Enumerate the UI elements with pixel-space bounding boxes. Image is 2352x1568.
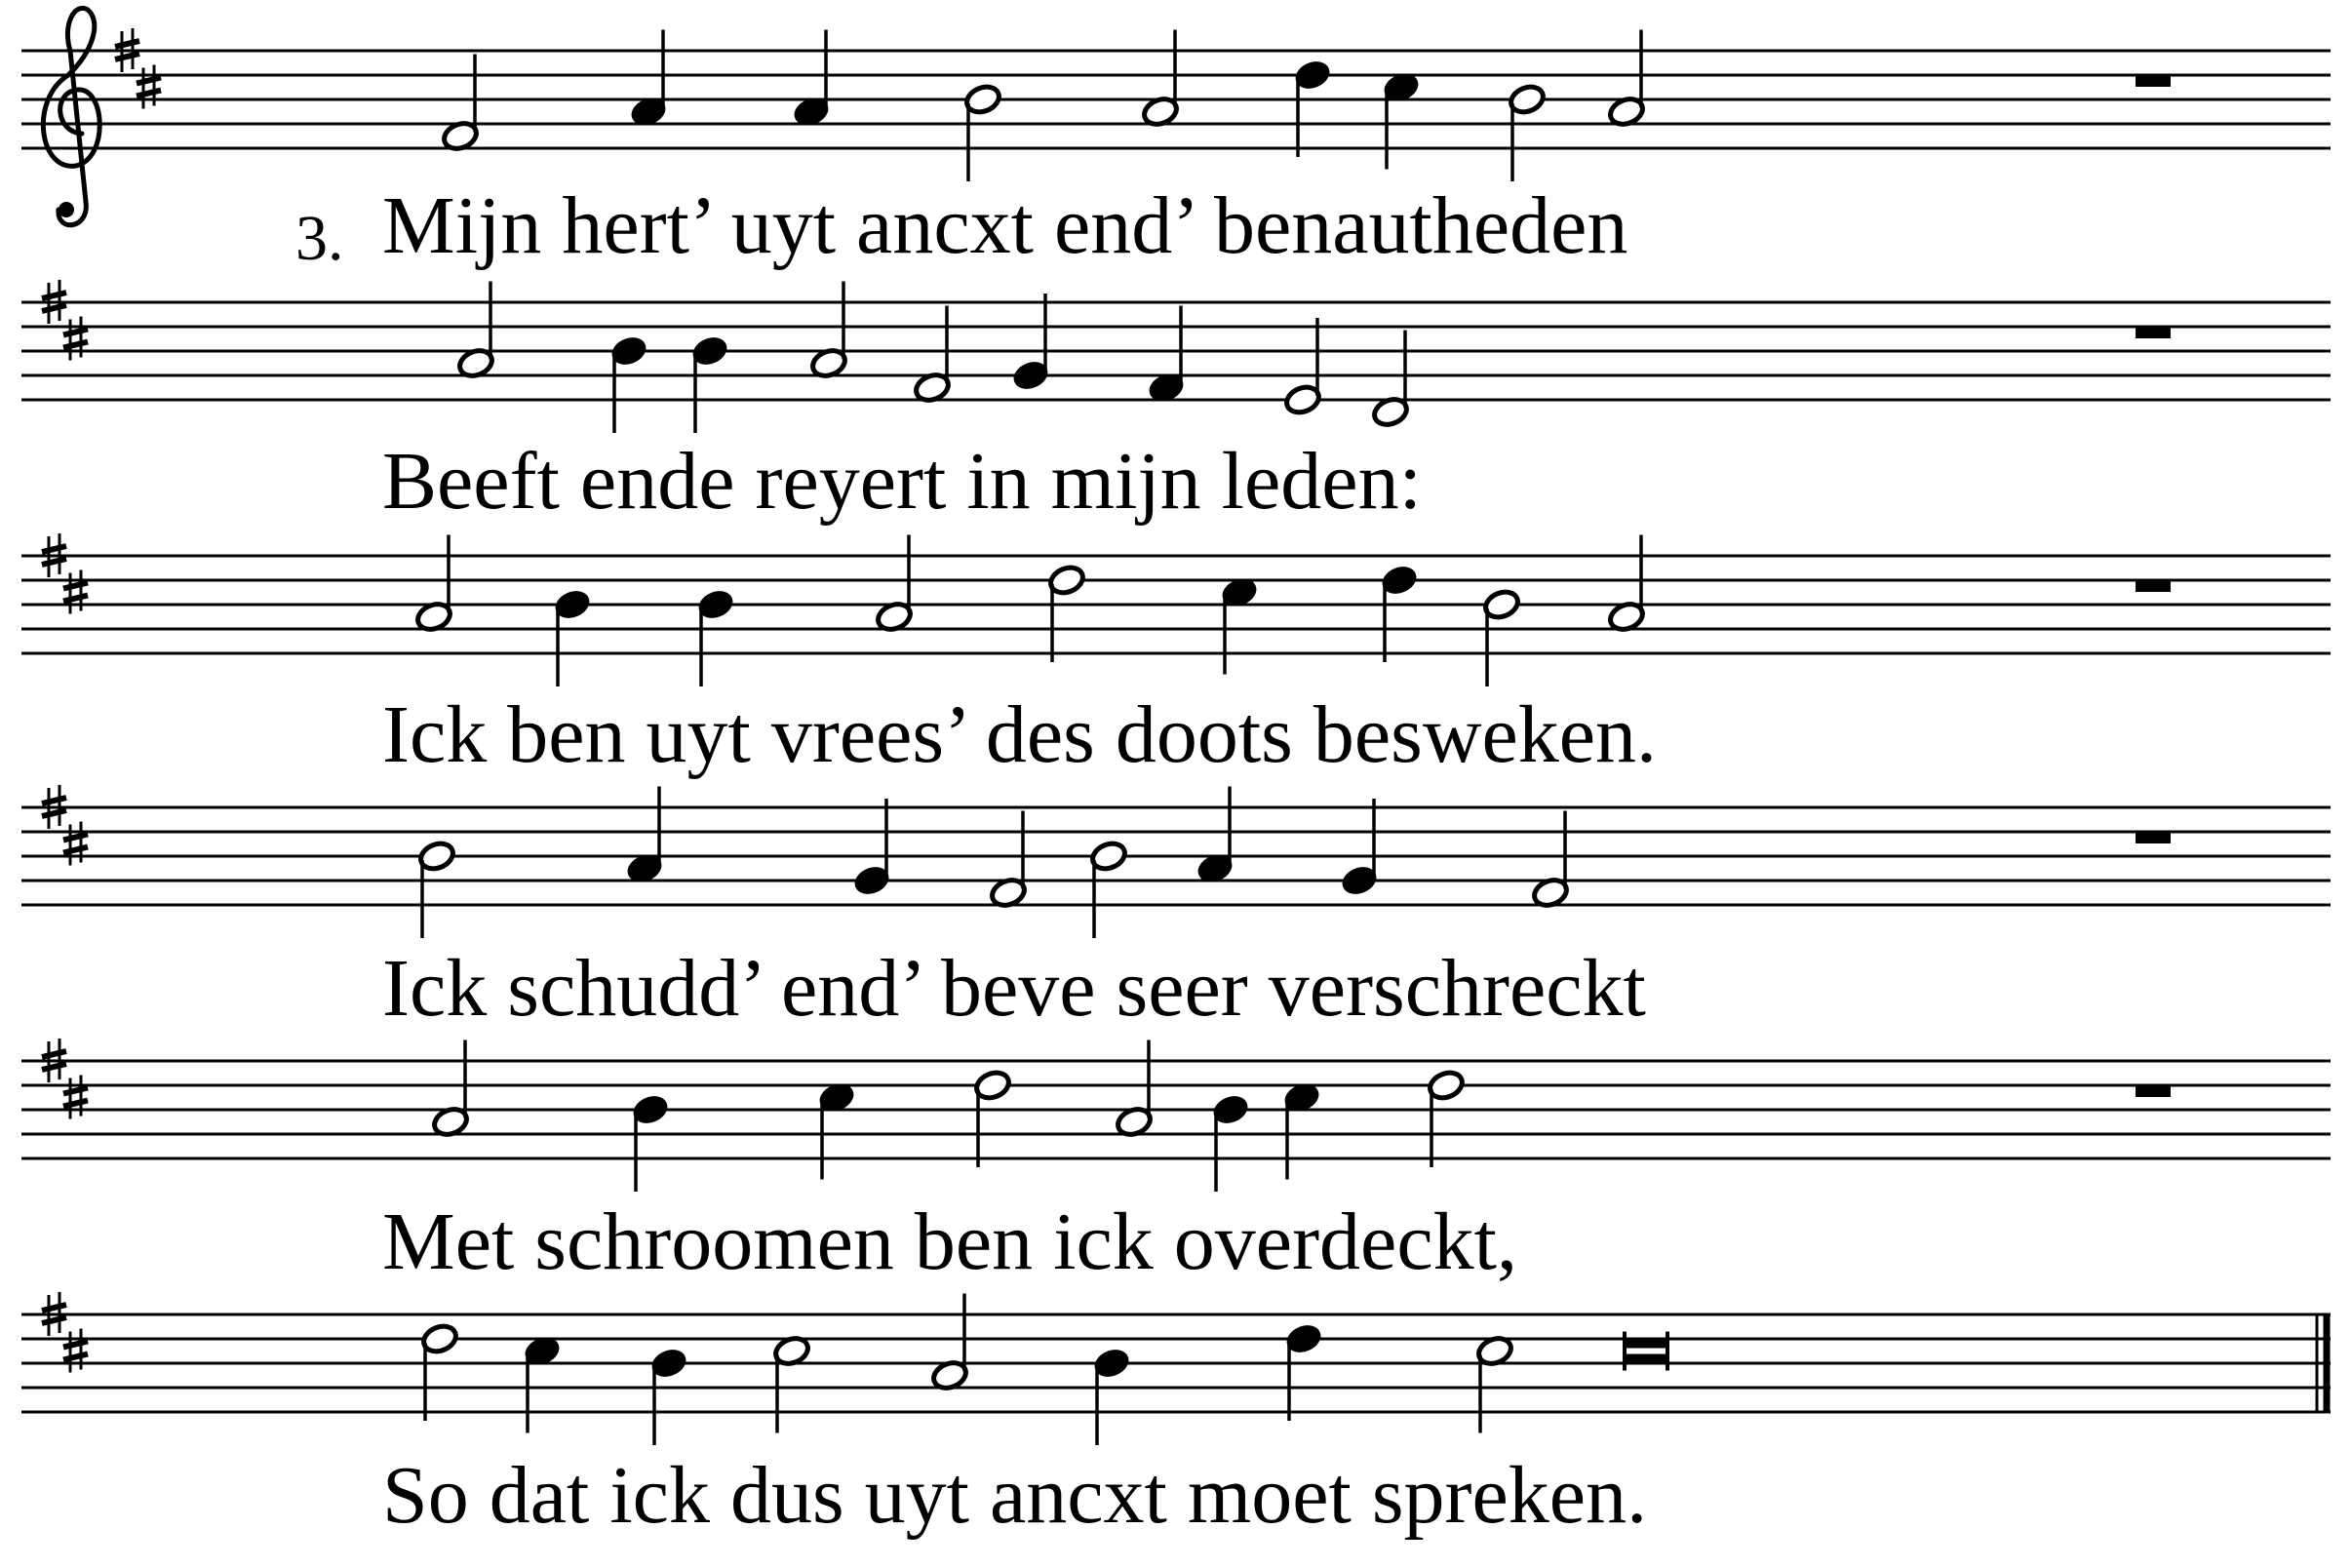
- note-half: [875, 535, 915, 634]
- lyric-line-4: Ick schudd’ end’ beve seer verschreckt: [382, 943, 1646, 1034]
- staff-lines: [21, 1061, 2331, 1158]
- sharp-C-icon: [137, 65, 161, 109]
- note-half: [420, 1322, 460, 1421]
- note-quarter: [817, 1080, 857, 1179]
- note-half: [963, 83, 1003, 181]
- note-half: [1607, 30, 1647, 129]
- note-quarter: [792, 30, 832, 129]
- note-half: [1047, 564, 1087, 662]
- note-half: [1283, 318, 1323, 416]
- note-quarter: [1284, 1322, 1324, 1421]
- half-rest-icon: [2136, 832, 2171, 843]
- treble-clef-icon: [43, 8, 99, 224]
- note-quarter: [1211, 1093, 1251, 1192]
- sharp-C-icon: [63, 822, 88, 866]
- half-rest-icon: [2136, 75, 2171, 87]
- note-half: [431, 1040, 471, 1139]
- note-quarter: [690, 334, 730, 433]
- staff-lines: [21, 807, 2331, 905]
- note-half: [417, 840, 457, 938]
- note-quarter: [1293, 59, 1333, 157]
- note-quarter: [1380, 564, 1420, 662]
- note-half: [809, 282, 849, 380]
- sharp-C-icon: [63, 1076, 88, 1119]
- staff-system-2: [21, 280, 2331, 433]
- note-quarter: [523, 1334, 563, 1432]
- note-half: [1475, 1334, 1515, 1432]
- half-rest-icon: [2136, 580, 2171, 592]
- note-quarter: [553, 588, 593, 686]
- half-rest-icon: [2136, 327, 2171, 338]
- staff-system-3: [21, 533, 2331, 686]
- note-half: [772, 1334, 812, 1432]
- lyric-line-2: Beeft ende reyert in mijn leden:: [382, 436, 1422, 527]
- note-half: [1141, 30, 1181, 129]
- sharp-C-icon: [63, 570, 88, 614]
- note-quarter: [1220, 575, 1260, 674]
- lyric-line-1: Mijn hert’ uyt ancxt end’ benautheden: [382, 180, 1628, 271]
- note-quarter: [625, 787, 665, 885]
- note-half: [1508, 83, 1548, 181]
- note-quarter: [696, 588, 736, 686]
- lyric-line-6: So dat ick dus uyt ancxt moet spreken.: [382, 1450, 1648, 1541]
- note-quarter: [1340, 799, 1380, 897]
- note-quarter: [1011, 294, 1051, 392]
- note-half: [414, 535, 454, 634]
- lyric-line-5: Met schroomen ben ick overdeckt,: [382, 1196, 1517, 1287]
- staff-system-4: [21, 785, 2331, 938]
- note-half: [441, 55, 481, 153]
- staff-lines: [21, 1314, 2331, 1412]
- note-half: [989, 811, 1029, 910]
- note-quarter: [852, 799, 892, 897]
- note-half: [973, 1069, 1013, 1167]
- lyric-line-3: Ick ben uyt vrees’ des doots besweken.: [382, 689, 1658, 780]
- half-rest-icon: [2136, 1085, 2171, 1097]
- note-quarter: [1147, 306, 1187, 405]
- sharp-C-icon: [63, 317, 88, 361]
- staff-system-6: [21, 1292, 2331, 1445]
- note-half: [1115, 1040, 1155, 1139]
- note-quarter: [1382, 70, 1422, 169]
- note-quarter: [649, 1347, 689, 1445]
- note-half: [913, 306, 953, 405]
- note-half: [1089, 840, 1129, 938]
- note-quarter: [1196, 787, 1235, 885]
- note-half: [1427, 1069, 1467, 1167]
- note-quarter: [609, 334, 649, 433]
- note-half: [930, 1294, 970, 1392]
- note-half: [1482, 588, 1522, 686]
- note-quarter: [629, 30, 669, 129]
- note-half: [1371, 331, 1411, 429]
- note-quarter: [1282, 1080, 1322, 1179]
- staff-system-5: [21, 1039, 2331, 1192]
- note-quarter: [631, 1093, 671, 1192]
- verse-number: 3.: [295, 203, 344, 274]
- note-half: [456, 282, 496, 380]
- sharp-C-icon: [63, 1329, 88, 1373]
- note-quarter: [1092, 1347, 1132, 1445]
- staff-lines: [21, 556, 2331, 653]
- note-half: [1531, 811, 1571, 910]
- note-half: [1607, 535, 1647, 634]
